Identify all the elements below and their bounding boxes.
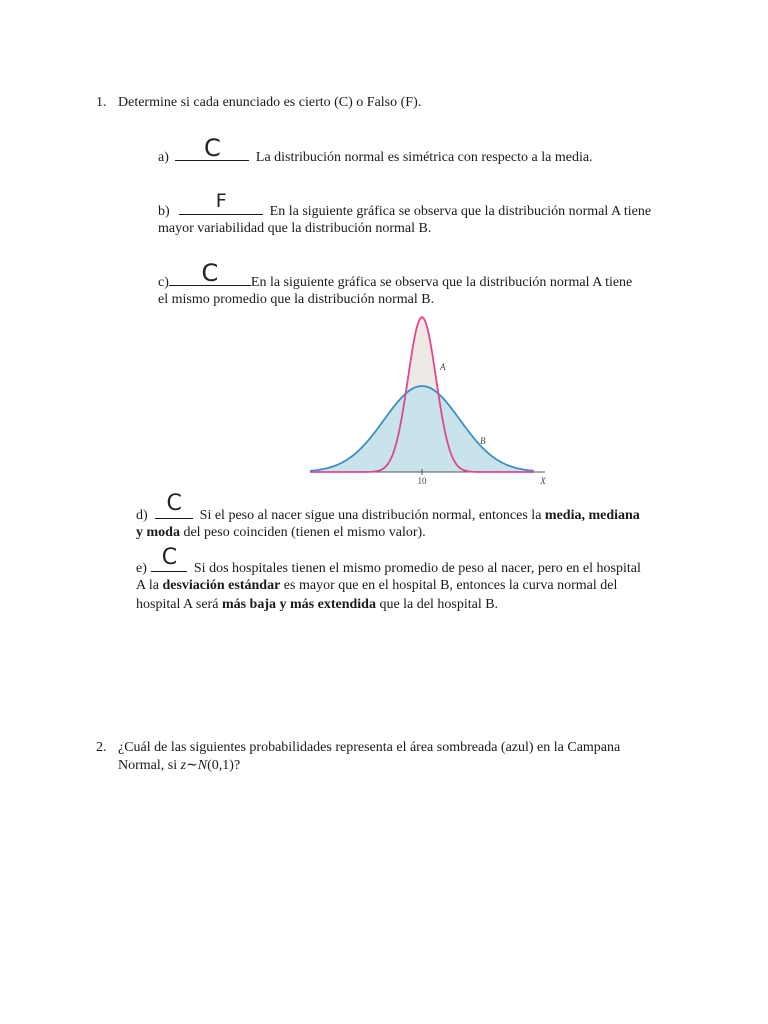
- x-axis-label: X: [540, 476, 546, 486]
- q2-N: N: [197, 758, 208, 773]
- item-c-label: c): [158, 275, 169, 290]
- item-c: [158, 259, 633, 292]
- item-d-line2: [136, 524, 426, 542]
- q1-prompt: Determine si cada enunciado es cierto (C) o Falso (F).: [118, 95, 422, 110]
- item-a-answer-blank[interactable]: [175, 134, 249, 162]
- item-c-answer-blank[interactable]: [169, 259, 251, 287]
- item-d-line1-pre: Si el peso al nacer sigue una distribución normal, entonces la: [199, 508, 542, 523]
- q2-line2-pre: Normal, si: [118, 758, 178, 773]
- item-e-line2-pre: A la: [136, 578, 159, 593]
- q2-number: 2.: [96, 740, 107, 755]
- curve-a-label: A: [440, 362, 446, 372]
- item-b-line1: En la siguiente gráfica se observa que la distribución normal A tiene: [269, 204, 652, 219]
- item-c-line2: el mismo promedio que la distribución normal B.: [158, 292, 435, 307]
- item-e-label: e): [136, 561, 147, 576]
- item-d-line2-bold: y moda: [136, 525, 180, 540]
- item-a-answer: C: [204, 134, 221, 162]
- item-d-line1-bold: media, mediana: [544, 508, 640, 523]
- item-b-label: b): [158, 204, 170, 219]
- item-b-answer: F: [215, 190, 227, 212]
- item-d-answer: C: [166, 491, 182, 516]
- item-d-answer-blank[interactable]: [155, 491, 193, 519]
- item-e-answer: C: [161, 545, 178, 570]
- item-a-text: La distribución normal es simétrica con respecto a la media.: [255, 150, 593, 165]
- item-e-answer-blank[interactable]: [151, 545, 187, 572]
- item-e-line2-post: es mayor que en el hospital B, entonces la curva normal del: [283, 578, 618, 593]
- item-e-line1: Si dos hospitales tienen el mismo promedio de peso al nacer, pero en el hospital: [193, 561, 641, 576]
- item-e-line3-pre: hospital A será: [136, 597, 219, 612]
- q1-number: 1.: [96, 95, 107, 110]
- item-e-line3-bold: más baja y más extendida: [221, 597, 376, 612]
- item-e-line3: [136, 596, 498, 614]
- curve-overlap-fill: [310, 386, 534, 472]
- q2-tilde: ∼: [186, 758, 198, 773]
- item-c-answer: C: [201, 259, 219, 287]
- item-d-line2-post: del peso coinciden (tienen el mismo valor).: [183, 525, 426, 540]
- item-d: [136, 491, 640, 525]
- item-a: [158, 134, 593, 167]
- item-d-label: d): [136, 508, 148, 523]
- item-e-line2: [136, 577, 617, 595]
- q2-line2: [118, 757, 240, 775]
- item-a-label: a): [158, 150, 169, 165]
- normal-curves-figure: [300, 310, 560, 490]
- item-e-line3-post: que la del hospital B.: [379, 597, 499, 612]
- x-tick-label: 10: [417, 476, 427, 486]
- q2-line1: ¿Cuál de las siguientes probabilidades representa el área sombreada (azul) en la Campana: [118, 740, 621, 755]
- item-b-answer-blank[interactable]: [179, 190, 263, 215]
- q2-params: (0,1)?: [207, 758, 241, 773]
- item-b: [158, 190, 652, 221]
- q2-z: z: [180, 758, 187, 773]
- item-b-line2: mayor variabilidad que la distribución normal B.: [158, 221, 432, 236]
- item-e: [136, 545, 641, 578]
- curve-b-label: B: [480, 436, 486, 446]
- item-e-line2-bold: desviación estándar: [162, 578, 281, 593]
- item-c-line1: En la siguiente gráfica se observa que la distribución normal A tiene: [250, 275, 633, 290]
